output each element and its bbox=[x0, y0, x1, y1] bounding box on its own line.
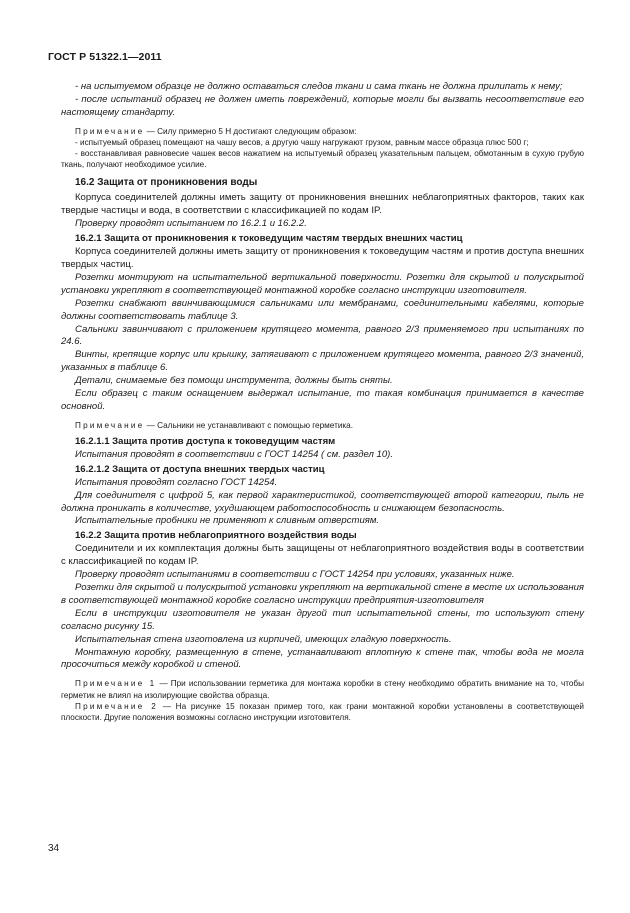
section-16-2-2-para-4: Если в инструкции изготовителя не указан другой тип испытательной стены, то используют стену согласно рисунку 15. bbox=[61, 607, 584, 632]
note-2-label: Примечание bbox=[75, 420, 145, 430]
section-16-2-1-1-para-1: Испытания проводят в соответствии с ГОСТ 14254 ( см. раздел 10). bbox=[75, 448, 394, 460]
section-16-2-2-para-1: Соединители и их комплектация должны быть защищены от неблагоприятного воздействия воды в соответствии с классификацией по кодам IP. bbox=[61, 543, 584, 568]
section-16-2-1-2-para-2: Для соединителя с цифрой 5, как первой характеристикой, соответствующей второй категории, пыль не должна проникать в количестве, ухудшающем работоспособность и снижающем безопасность. bbox=[61, 489, 584, 514]
intro-line-2: - после испытаний образец не должен иметь повреждений, которые могли бы вызвать несоответствие его настоящему стандарту. bbox=[61, 93, 584, 118]
note-2 bbox=[61, 420, 584, 431]
section-16-2-para-2: Проверку проводят испытанием по 16.2.1 и 16.2.2. bbox=[75, 218, 307, 230]
section-16-2-2-para-6: Монтажную коробку, размещенную в стене, устанавливают вплотную к стене так, чтобы вода не могла просочиться между коробкой и стеной. bbox=[61, 646, 584, 671]
note-1-text: — Силу примерно 5 Н достигают следующим образом: bbox=[144, 126, 357, 136]
note-3 bbox=[61, 678, 584, 700]
document-header: ГОСТ Р 51322.1—2011 bbox=[48, 51, 162, 63]
note-4-label: Примечание 2 bbox=[75, 701, 159, 711]
section-16-2-1-para-1: Корпуса соединителей должны иметь защиту от проникновения к токоведущим частям и против доступа внешних твердых частиц. bbox=[61, 246, 584, 270]
page-content bbox=[61, 81, 584, 723]
section-16-2-1-para-3: Розетки снабжают ввинчивающимися сальниками или мембранами, соединительными кабелями, которые должны соответствовать таблице 3. bbox=[61, 297, 584, 322]
section-16-2-1-2-para-3: Испытательные пробники не применяют к сливным отверстиям. bbox=[75, 515, 380, 527]
note-4 bbox=[61, 701, 584, 723]
note-3-text: — При использовании герметика для монтажа коробки в стену необходимо обратить внимание на то, чтобы герметик не влиял на изолирующие свойства образца. bbox=[61, 679, 585, 700]
section-16-2-1-para-5: Винты, крепящие корпус или крышку, затягивают с приложением крутящего момента, равного 2/3 значений, указанных в таблице 6. bbox=[61, 349, 584, 374]
section-16-2-1-para-2: Розетки монтируют на испытательной вертикальной поверхности. Розетки для скрытой и полускрытой установки укрепляют в соответствующей монтажной коробке согласно инструкции изготовителя. bbox=[61, 271, 584, 296]
section-16-2-2-para-5: Испытательная стена изготовлена из кирпичей, имеющих гладкую поверхность. bbox=[75, 633, 452, 645]
page-number: 34 bbox=[48, 843, 60, 854]
section-16-2-1-para-4: Сальники завинчивают с приложением крутящего момента, равного 2/3 применяемого при испытаниях по 24.6. bbox=[61, 323, 584, 348]
section-16-2-para-1: Корпуса соединителей должны иметь защиту от проникновения внешних неблагоприятных факторов, таких как твердые частицы и вода, в соответствии с классификацией по кодам IP. bbox=[61, 192, 584, 217]
section-16-2-1-2-heading: 16.2.1.2 Защита от доступа внешних твердых частиц bbox=[75, 463, 325, 475]
intro-line-1: - на испытуемом образце не должно оставаться следов ткани и сама ткань не должна прилипать к нему; bbox=[75, 81, 563, 92]
section-16-2-1-para-6: Детали, снимаемые без помощи инструмента, должны быть сняты. bbox=[75, 375, 393, 387]
section-16-2-1-1-heading: 16.2.1.1 Защита против доступа к токоведущим частям bbox=[75, 436, 336, 448]
section-16-2-1-2-para-1: Испытания проводят согласно ГОСТ 14254. bbox=[75, 476, 278, 488]
section-16-2-heading: 16.2 Защита от проникновения воды bbox=[75, 176, 258, 188]
section-16-2-2-para-2: Проверку проводят испытаниями в соответствии с ГОСТ 14254 при условиях, указанных ниже. bbox=[75, 569, 515, 581]
note-1-label: Примечание bbox=[75, 126, 145, 136]
note-2-text: — Сальники не устанавливают с помощью герметика. bbox=[144, 420, 353, 430]
note-1-line-2: - восстанавливая равновесие чашек весов нажатием на испытуемый образец указательным пальцем, обмотанным в сухую грубую ткань, получают необходимое усилие. bbox=[61, 149, 584, 170]
note-4-text: — На рисунке 15 показан пример того, как грани монтажной коробки установлены в соответствующей плоскости. Другие положения возможны согласно инструкции изготовителя. bbox=[61, 701, 584, 722]
note-1-line-1: - испытуемый образец помещают на чашу весов, а другую чашу нагружают грузом, равным массе образца плюс 500 г; bbox=[75, 137, 529, 147]
section-16-2-2-para-3: Розетки для скрытой и полускрытой установки укрепляют на вертикальной стене в месте их использования в соответствующей монтажной коробке согласно инструкции предприятия-изготовителя bbox=[61, 582, 584, 606]
section-16-2-2-heading: 16.2.2 Защита против неблагоприятного воздействия воды bbox=[75, 530, 357, 542]
note-1 bbox=[61, 126, 584, 137]
note-3-label: Примечание 1 bbox=[75, 679, 157, 689]
section-16-2-1-heading: 16.2.1 Защита от проникновения к токоведущим частям твердых внешних частиц bbox=[75, 233, 463, 245]
section-16-2-1-para-7: Если образец с таким оснащением выдержал испытание, то такая комбинация принимается в качестве основной. bbox=[61, 388, 584, 412]
